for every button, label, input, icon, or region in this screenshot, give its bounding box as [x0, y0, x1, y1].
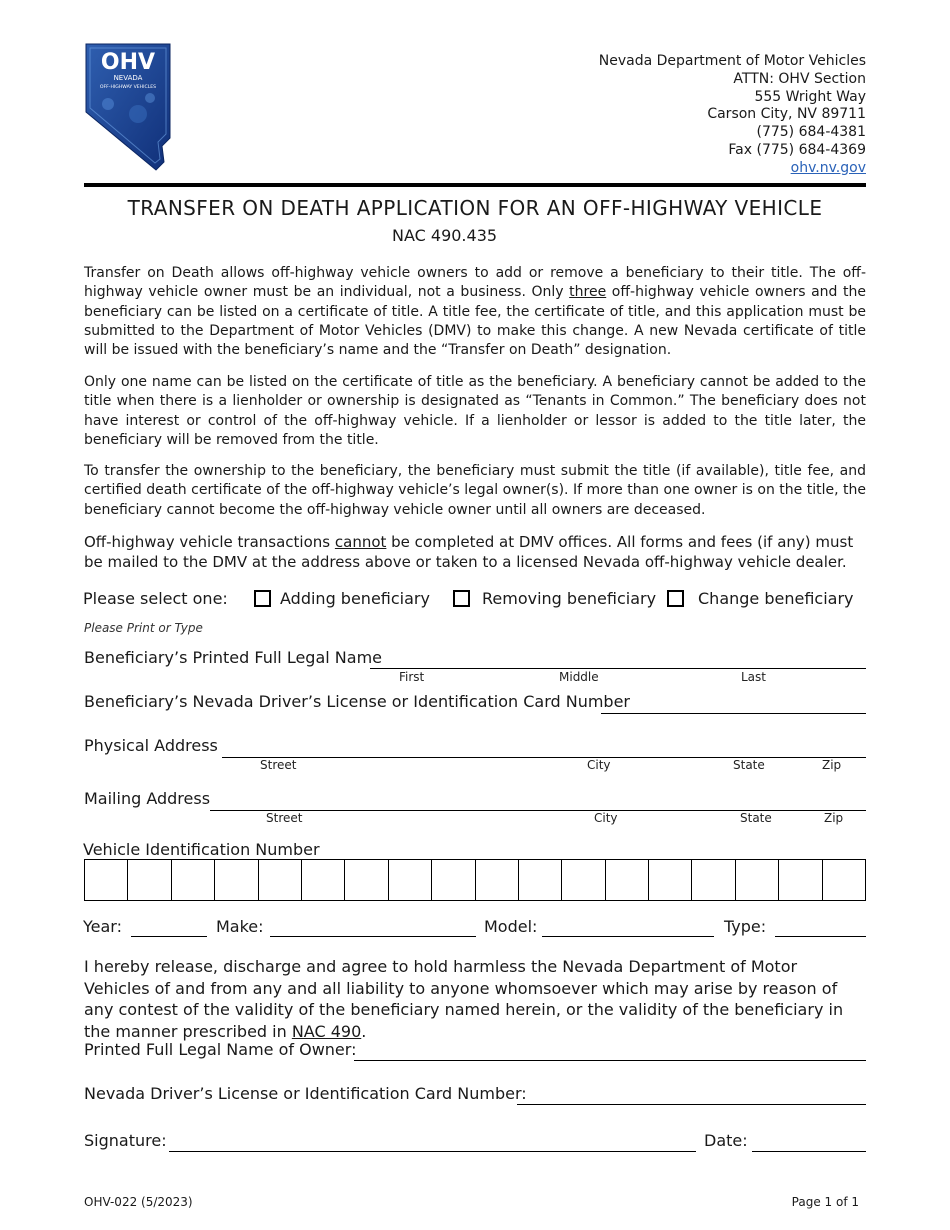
change-beneficiary-label: Change beneficiary	[698, 589, 854, 608]
beneficiary-name-label: Beneficiary’s Printed Full Legal Name	[84, 648, 382, 667]
vin-character-box[interactable]	[128, 860, 171, 900]
beneficiary-name-field[interactable]	[370, 668, 866, 669]
vin-character-box[interactable]	[85, 860, 128, 900]
street-caption: Street	[266, 811, 303, 825]
vin-character-box[interactable]	[519, 860, 562, 900]
make-label: Make:	[216, 917, 264, 936]
vin-character-box[interactable]	[823, 860, 865, 900]
adding-beneficiary-label: Adding beneficiary	[280, 589, 430, 608]
intro-paragraph	[84, 264, 866, 360]
vin-character-box[interactable]	[649, 860, 692, 900]
date-field[interactable]	[752, 1151, 866, 1152]
signature-field[interactable]	[169, 1151, 696, 1152]
mailing-address-label: Mailing Address	[84, 789, 211, 808]
release-text: .	[361, 1021, 367, 1041]
vin-character-box[interactable]	[476, 860, 519, 900]
release-text: I hereby release, discharge and agree to hold harmless the Nevada Department of Motor Vehicles of and from any and all liability to anyone whomsoever which may arise by reason of any contest of the validity of the beneficiary named herein, or the validity of the beneficiary in the manner prescribed in	[84, 957, 844, 1041]
change-beneficiary-checkbox[interactable]	[667, 590, 684, 607]
svg-text:NEVADA: NEVADA	[113, 74, 143, 82]
ohv-logo	[84, 42, 172, 174]
physical-address-label: Physical Address	[84, 736, 218, 755]
make-field[interactable]	[270, 936, 476, 937]
vin-character-box[interactable]	[736, 860, 779, 900]
phone-number: (775) 684-4381	[756, 124, 866, 141]
beneficiary-rules-paragraph: Only one name can be listed on the certificate of title as the beneficiary. A beneficiary cannot be added to the title when there is a lienholder or ownership is designated as “Tenants in Common.” The beneficiary does not have interest or control of the off-highway vehicle. If a lienholder or lessor is added to the title later, the beneficiary will be removed from the title.	[84, 374, 866, 448]
form-regulation: NAC 490.435	[392, 226, 498, 245]
transactions-paragraph	[84, 533, 866, 572]
street-caption: Street	[260, 758, 297, 772]
address-line: ATTN: OHV Section	[733, 70, 866, 87]
ownership-transfer-paragraph: To transfer the ownership to the beneficiary, the beneficiary must submit the title (if available), title fee, and certified death certificate of the off-highway vehicle’s legal owner(s). If more than one owner is on the title, the beneficiary cannot become the off-highway vehicle owner until all owners are deceased.	[84, 463, 866, 518]
vin-character-box[interactable]	[215, 860, 258, 900]
removing-beneficiary-label: Removing beneficiary	[482, 589, 657, 608]
vin-character-box[interactable]	[562, 860, 605, 900]
form-title: TRANSFER ON DEATH APPLICATION FOR AN OFF-HIGHWAY VEHICLE	[127, 196, 823, 220]
underlined-word: three	[569, 284, 607, 301]
vin-character-box[interactable]	[606, 860, 649, 900]
zip-caption: Zip	[824, 811, 844, 825]
select-one-label: Please select one:	[83, 589, 228, 608]
city-caption: City	[594, 811, 618, 825]
beneficiary-license-label: Beneficiary’s Nevada Driver’s License or Identification Card Number	[84, 692, 630, 711]
nevada-state-logo-icon	[84, 42, 172, 174]
vin-character-box[interactable]	[692, 860, 735, 900]
vin-character-box[interactable]	[302, 860, 345, 900]
vin-character-box[interactable]	[432, 860, 475, 900]
paragraph-text: off-highway vehicle owners and the beneficiary can be listed on a certificate of title. A title fee, the certificate of title, and this application must be submitted to the Department of Motor Vehicles (DMV) to make this change. A new Nevada certificate of title will be issued with the beneficiary’s name and the “Transfer on Death” designation.	[84, 284, 867, 359]
adding-beneficiary-checkbox[interactable]	[254, 590, 271, 607]
state-caption: State	[740, 811, 772, 825]
paragraph-text: Off-highway vehicle transactions	[84, 533, 335, 551]
address-line: 555 Wright Way	[754, 88, 866, 105]
beneficiary-license-field[interactable]	[601, 713, 866, 714]
model-label: Model:	[484, 917, 538, 936]
vin-character-box[interactable]	[345, 860, 388, 900]
state-caption: State	[733, 758, 765, 772]
vin-label: Vehicle Identification Number	[83, 840, 320, 859]
first-name-caption: First	[399, 670, 425, 684]
form-id: OHV-022 (5/2023)	[84, 1195, 193, 1209]
address-line: Carson City, NV 89711	[707, 106, 866, 123]
date-label: Date:	[704, 1131, 748, 1150]
address-line: Nevada Department of Motor Vehicles	[598, 53, 866, 69]
vin-character-box[interactable]	[389, 860, 432, 900]
vin-character-box[interactable]	[779, 860, 822, 900]
header-divider	[84, 183, 866, 187]
model-field[interactable]	[542, 936, 714, 937]
middle-name-caption: Middle	[559, 670, 599, 684]
zip-caption: Zip	[822, 758, 842, 772]
owner-license-label: Nevada Driver’s License or Identification Card Number:	[84, 1084, 527, 1103]
paragraph-text: be completed at DMV offices. All forms and fees (if any) must be mailed to the DMV at the address above or taken to a licensed Nevada off-highway vehicle dealer.	[84, 533, 854, 571]
year-label: Year:	[83, 917, 122, 936]
physical-address-field[interactable]	[222, 757, 866, 758]
vin-grid	[84, 859, 866, 901]
svg-text:OHV: OHV	[100, 50, 156, 75]
owner-name-field[interactable]	[354, 1060, 866, 1061]
type-field[interactable]	[775, 936, 866, 937]
website-link[interactable]: ohv.nv.gov	[790, 159, 866, 176]
city-caption: City	[587, 758, 611, 772]
underlined-word: cannot	[334, 533, 387, 551]
signature-label: Signature:	[84, 1131, 167, 1150]
svg-text:OFF-HIGHWAY VEHICLES: OFF-HIGHWAY VEHICLES	[99, 85, 157, 90]
print-or-type-note: Please Print or Type	[84, 621, 203, 635]
release-statement	[84, 956, 866, 1042]
paragraph-text: Transfer on Death allows off-highway vehicle owners to add or remove a beneficiary to their title. The off-highway vehicle owner must be an individual, not a business. Only	[84, 265, 866, 301]
page-number: Page 1 of 1	[791, 1195, 859, 1209]
nac-490-link[interactable]: NAC 490	[291, 1021, 362, 1041]
type-label: Type:	[724, 917, 767, 936]
fax-number: Fax (775) 684-4369	[728, 141, 866, 158]
removing-beneficiary-checkbox[interactable]	[453, 590, 470, 607]
last-name-caption: Last	[741, 670, 766, 684]
vin-character-box[interactable]	[172, 860, 215, 900]
owner-name-label: Printed Full Legal Name of Owner:	[84, 1040, 357, 1059]
vin-character-box[interactable]	[259, 860, 302, 900]
year-field[interactable]	[131, 936, 207, 937]
owner-license-field[interactable]	[517, 1104, 866, 1105]
dmv-address-block	[599, 53, 866, 178]
